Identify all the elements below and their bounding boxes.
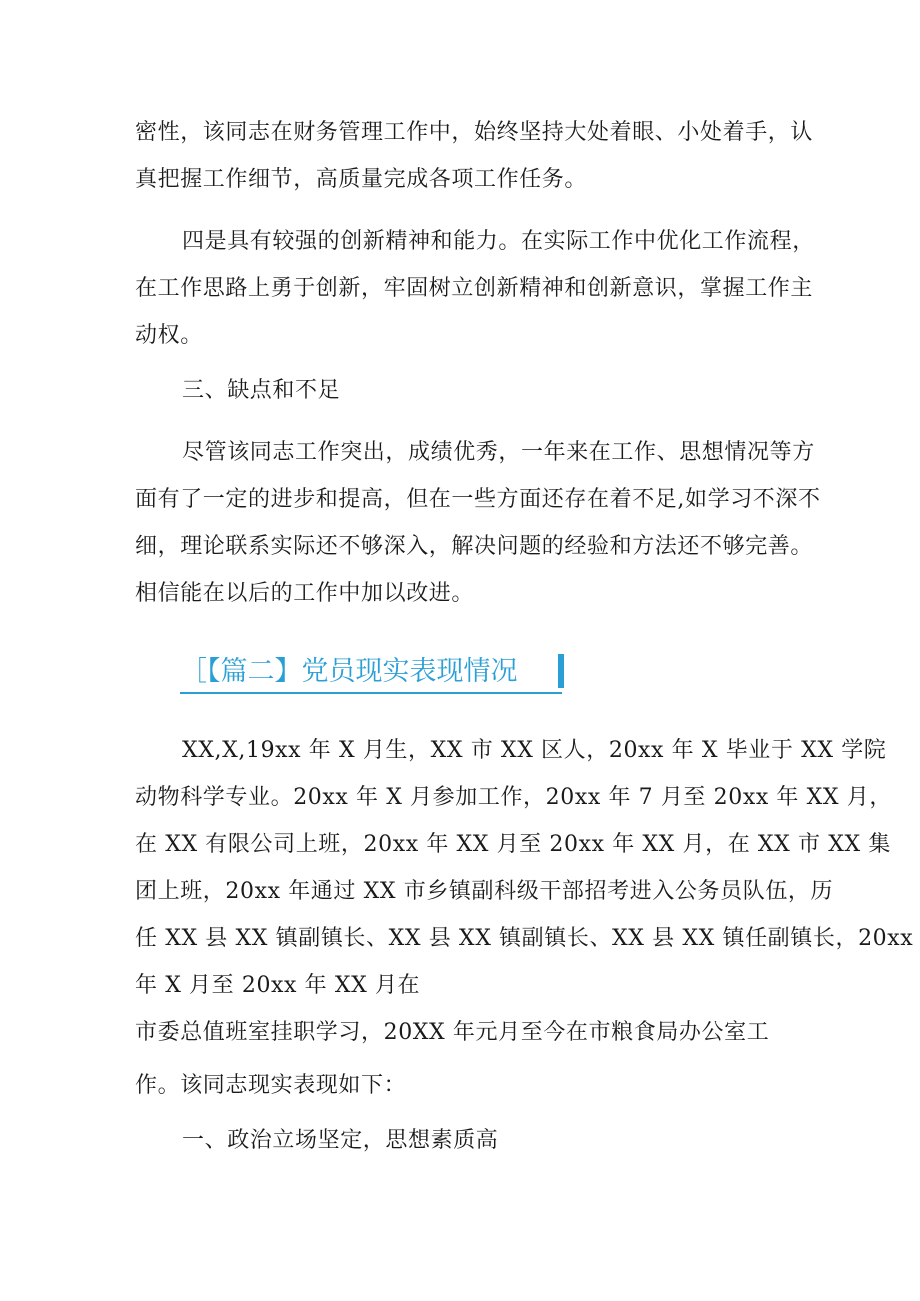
paragraph-line: 密性，该同志在财务管理工作中，始终坚持大处着眼、小处着手，认	[135, 120, 814, 145]
paragraph-line: 真把握工作细节，高质量完成各项工作任务。	[135, 167, 588, 192]
section-heading: 三、缺点和不足	[182, 378, 341, 403]
chapter-heading-text: ［【篇二】党员现实表现情况	[180, 656, 518, 687]
paragraph-line: 作。该同志现实表现如下：	[135, 1073, 407, 1098]
paragraph-line: 年 X 月至 20xx 年 XX 月在	[135, 973, 421, 998]
paragraph-line: 在工作思路上勇于创新，牢固树立创新精神和创新意识，掌握工作主	[135, 276, 814, 301]
paragraph-line: 面有了一定的进步和提高，但在一些方面还存在着不足,如学习不深不	[135, 487, 821, 512]
paragraph-line: 相信能在以后的工作中加以改进。	[135, 581, 475, 606]
paragraph-line: 在 XX 有限公司上班，20xx 年 XX 月至 20xx 年 XX 月，在 XX 市 XX 集	[135, 832, 891, 857]
paragraph-line: 市委总值班室挂职学习，20XX 年元月至今在市粮食局办公室工	[135, 1020, 770, 1045]
section-heading: 一、政治立场坚定，思想素质高	[182, 1128, 499, 1153]
paragraph-line: 四是具有较强的创新精神和能力。在实际工作中优化工作流程，	[182, 229, 815, 254]
paragraph-line: 尽管该同志工作突出，成绩优秀，一年来在工作、思想情况等方	[182, 440, 815, 465]
paragraph-line: 动物科学专业。20xx 年 X 月参加工作，20xx 年 7 月至 20xx 年 XX 月，	[135, 785, 892, 810]
paragraph-line: 团上班，20xx 年通过 XX 市乡镇副科级干部招考进入公务员队伍，历	[135, 879, 834, 904]
paragraph-line: 动权。	[135, 323, 203, 348]
paragraph-line: XX,X,19xx 年 X 月生，XX 市 XX 区人，20xx 年 X 毕业于 XX 学院	[182, 738, 887, 763]
heading-underline	[180, 692, 562, 694]
chapter-heading	[180, 654, 518, 690]
paragraph-line: 细，理论联系实际还不够深入，解决问题的经验和方法还不够完善。	[135, 534, 814, 559]
heading-marker-bar	[558, 654, 564, 688]
paragraph-line: 任 XX 县 XX 镇副镇长、XX 县 XX 镇副镇长、XX 县 XX 镇任副镇长，20xx	[135, 926, 914, 951]
